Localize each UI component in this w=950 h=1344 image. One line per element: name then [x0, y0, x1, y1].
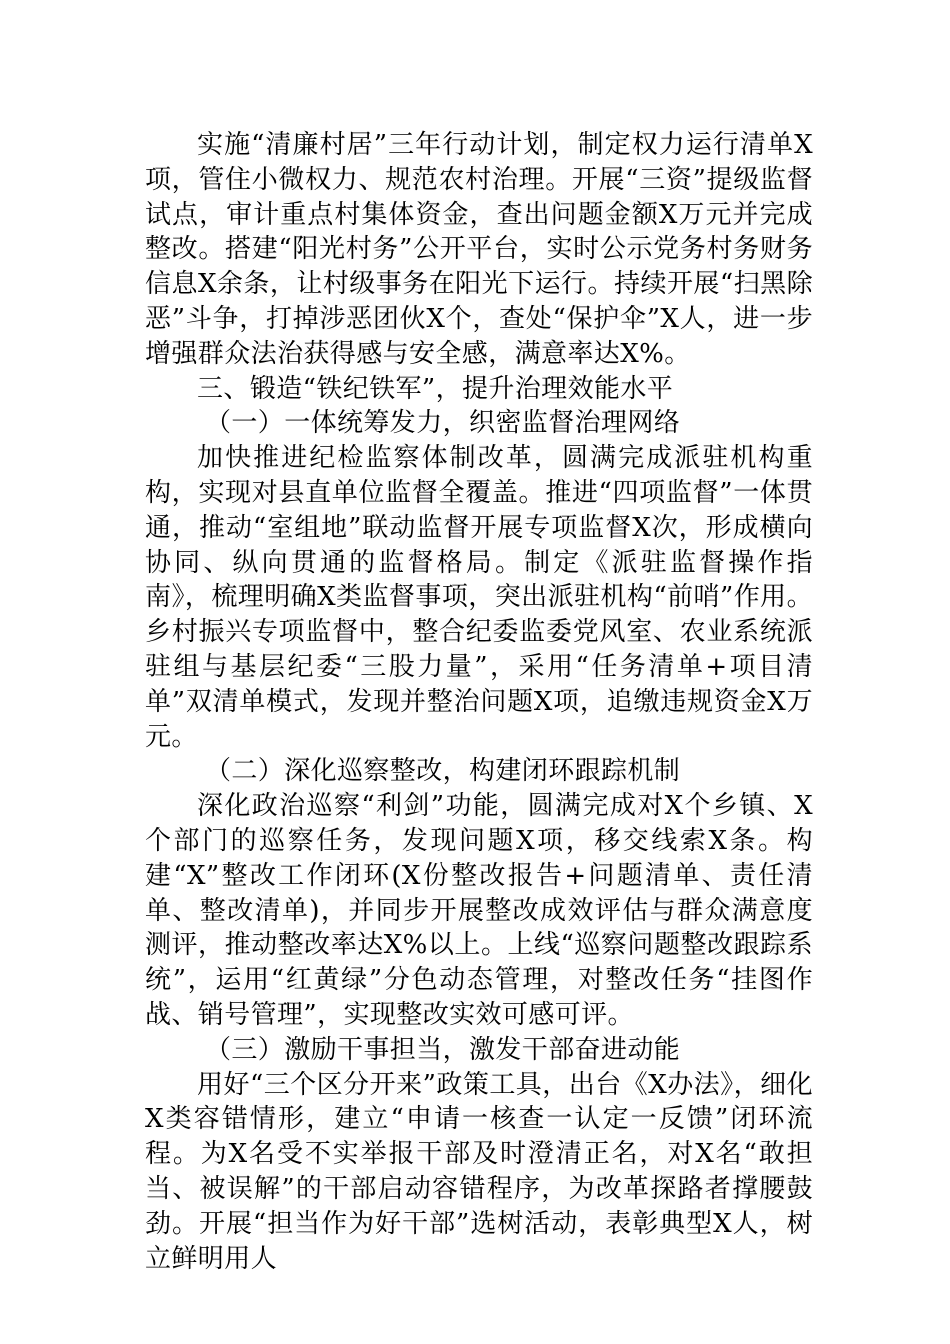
document-body — [145, 128, 813, 1276]
paragraph-inspection-rectification: 深化政治巡察“利剑”功能，圆满完成对X个乡镇、X个部门的巡察任务，发现问题X项，移交线索X条。构建“X”整改工作闭环(X份整改报告+问题清单、责任清单、整改清单)，并同步开展整改成效评估与群众满意度测评，推动整改率达X%以上。上线“巡察问题整改跟踪系统”，运用“红黄绿”分色动态管理，对整改任务“挂图作战、销号管理”，实现整改实效可感可评。 — [145, 791, 813, 1030]
subsection-heading-inspection-rectification: （二）深化巡察整改，构建闭环跟踪机制 — [205, 756, 681, 787]
paragraph-supervision-reform: 加快推进纪检监察体制改革，圆满完成派驻机构重构，实现对县直单位监督全覆盖。推进“四项监督”一体贯通，推动“室组地”联动监督开展专项监督X次，形成横向协同、纵向贯通的监督格局。制定《派驻监督操作指南》，梳理明确X类监督事项，突出派驻机构“前哨”作用。乡村振兴专项监督中，整合纪委监委党风室、农业系统派驻组与基层纪委“三股力量”，采用“任务清单+项目清单”双清单模式，发现并整治问题X项，追缴违规资金X万元。 — [145, 443, 813, 752]
subsection-heading-cadre-incentive: （三）激励干事担当，激发干部奋进动能 — [205, 1034, 681, 1065]
paragraph-clean-village: 实施“清廉村居”三年行动计划，制定权力运行清单X项，管住小微权力、规范农村治理。开展“三资”提级监督试点，审计重点村集体资金，查出问题金额X万元并完成整改。搭建“阳光村务”公开平台，实时公示党务村务财务信息X余条，让村级事务在阳光下运行。持续开展“扫黑除恶”斗争，打掉涉恶团伙X个，查处“保护伞”X人，进一步增强群众法治获得感与安全感，满意率达X%。 — [145, 130, 813, 369]
subsection-heading-supervision-network: （一）一体统筹发力，织密监督治理网络 — [205, 408, 681, 439]
section-heading-iron-discipline: 三、锻造“铁纪铁军”，提升治理效能水平 — [197, 373, 674, 404]
paragraph-cadre-incentive: 用好“三个区分开来”政策工具，出台《X办法》，细化X类容错情形，建立“申请一核查一认定一反馈”闭环流程。为X名受不实举报干部及时澄清正名，对X名“敢担当、被误解”的干部启动容错程序，为改革探路者撑腰鼓劲。开展“担当作为好干部”选树活动，表彰典型X人，树立鲜明用人 — [145, 1069, 813, 1274]
